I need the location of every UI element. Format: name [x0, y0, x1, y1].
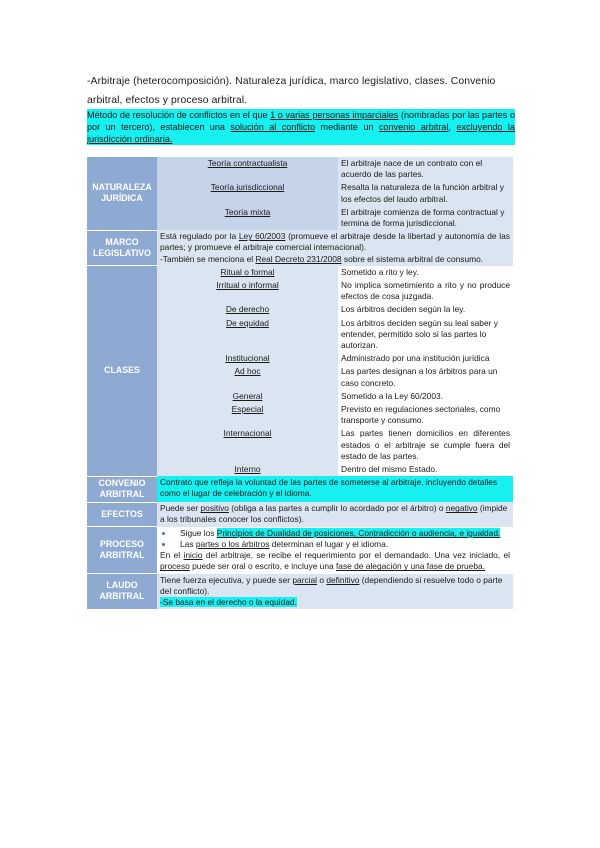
clase-desc: Los árbitros deciden según la ley.	[338, 303, 513, 316]
naturaleza-header: NATURALEZA JURÍDICA	[87, 157, 157, 230]
table-row	[87, 230, 513, 266]
proceso-content: • Sigue los Principios de Dualidad de posiciones, Contradicción o audiencia, e igualdad. • Las partes o los árbitros determinan el lugar y el idioma. En el inicio del arbitraje, se recibe el requerimiento por el demandado. Una vez iniciado, el proceso puede ser oral o escrito, e incluye una fase de alegación y una fase de prueba.	[157, 527, 513, 574]
clase-term: Irritual o informal	[157, 279, 338, 303]
clase-desc: Los árbitros deciden según su leal saber y entender, permitido solo si las partes lo autorizan.	[338, 317, 513, 353]
definition-text: (nombradas por las partes o por un tercero), establecen una	[87, 110, 515, 132]
list-item: • Las partes o los árbitros determinan el lugar y el idioma.	[174, 539, 510, 550]
clase-term: De equidad	[157, 317, 338, 353]
clase-term: Especial	[157, 403, 338, 427]
clase-desc: Las partes designan a los árbitros para un caso concreto.	[338, 365, 513, 389]
proceso-header: PROCESO ARBITRAL	[87, 527, 157, 574]
table-row	[87, 502, 513, 526]
table-row	[87, 476, 513, 502]
clase-term: Ritual o formal	[157, 266, 338, 279]
clase-desc: Las partes tienen domicilios en diferentes estados o el arbitraje se cumple fuera del estado de las partes.	[338, 427, 513, 463]
definition-underline: 1 o varias personas imparciales	[270, 110, 399, 120]
table-row	[87, 527, 513, 574]
clase-term: Interno	[157, 463, 338, 476]
arbitration-summary-table	[87, 157, 513, 610]
convenio-content: Contrato que refleja la voluntad de las partes de someterse al arbitraje, incluyendo detalles como el lugar de celebración y el idioma.	[157, 476, 513, 502]
naturaleza-term: Teoría contractualista	[157, 157, 338, 181]
naturaleza-term: Teoría jurisdiccional	[157, 181, 338, 205]
marco-header: MARCO LEGISLATIVO	[87, 230, 157, 266]
naturaleza-desc: El arbitraje nace de un contrato con el acuerdo de las partes.	[338, 157, 513, 181]
definition-text: Método de resolución de conflictos en el que	[87, 110, 271, 120]
definition-text: ,	[448, 122, 457, 132]
document-intro: -Arbitraje (heterocomposición). Naturaleza jurídica, marco legislativo, clases. Convenio arbitral, efectos y proceso arbitral.	[87, 76, 496, 106]
laudo-content: Tiene fuerza ejecutiva, y puede ser parcial o definitivo (dependiendo si resuelve todo o parte del conflicto). -Se basa en el derecho o la equidad.	[157, 574, 513, 610]
clase-term: General	[157, 390, 338, 403]
marco-content: Está regulado por la Ley 60/2003 (promueve el arbitraje desde la libertad y autonomía de las partes; y promueve el arbitraje comercial internacional). -También se menciona el Real Decreto 231/2008 sobre el sistema arbitral de consumo.	[157, 230, 513, 266]
efectos-content: Puede ser positivo (obliga a las partes a cumplir lo acordado por el árbitro) o negativo (impide a los tribunales conocer los conflictos).	[157, 502, 513, 526]
definition-underline: convenio arbitral	[378, 122, 449, 132]
clase-term: Institucional	[157, 352, 338, 365]
clase-term: De derecho	[157, 303, 338, 316]
table-row	[87, 266, 513, 279]
clase-term: Ad hoc	[157, 365, 338, 389]
table-row	[87, 157, 513, 181]
list-item: • Sigue los Principios de Dualidad de posiciones, Contradicción o audiencia, e igualdad.	[174, 528, 510, 539]
clase-term: Internacional	[157, 427, 338, 463]
clase-desc: No implica sometimiento a rito y no produce efectos de cosa juzgada.	[338, 279, 513, 303]
convenio-header: CONVENIO ARBITRAL	[87, 476, 157, 502]
clase-desc: Dentro del mismo Estado.	[338, 463, 513, 476]
efectos-header: EFECTOS	[87, 502, 157, 526]
arbitration-definition	[87, 109, 515, 145]
clase-desc: Sometido a rito y ley.	[338, 266, 513, 279]
clases-header: CLASES	[87, 266, 157, 476]
naturaleza-desc: El arbitraje comienza de forma contractual y termina de forma jurisdiccional.	[338, 206, 513, 230]
table-row	[87, 574, 513, 610]
definition-underline: excluyendo la jurisdicción ordinaria.	[87, 122, 515, 144]
definition-underline: solución al conflicto	[230, 122, 316, 132]
clase-desc: Previsto en regulaciones sectoriales, como transporte y consumo.	[338, 403, 513, 427]
laudo-header: LAUDO ARBITRAL	[87, 574, 157, 610]
naturaleza-desc: Resalta la naturaleza de la función arbitral y los efectos del laudo arbitral.	[338, 181, 513, 205]
clase-desc: Administrado por una institución jurídica	[338, 352, 513, 365]
clase-desc: Sometido a la Ley 60/2003.	[338, 390, 513, 403]
definition-text: mediante un	[315, 122, 379, 132]
naturaleza-term: Teoría mixta	[157, 206, 338, 230]
